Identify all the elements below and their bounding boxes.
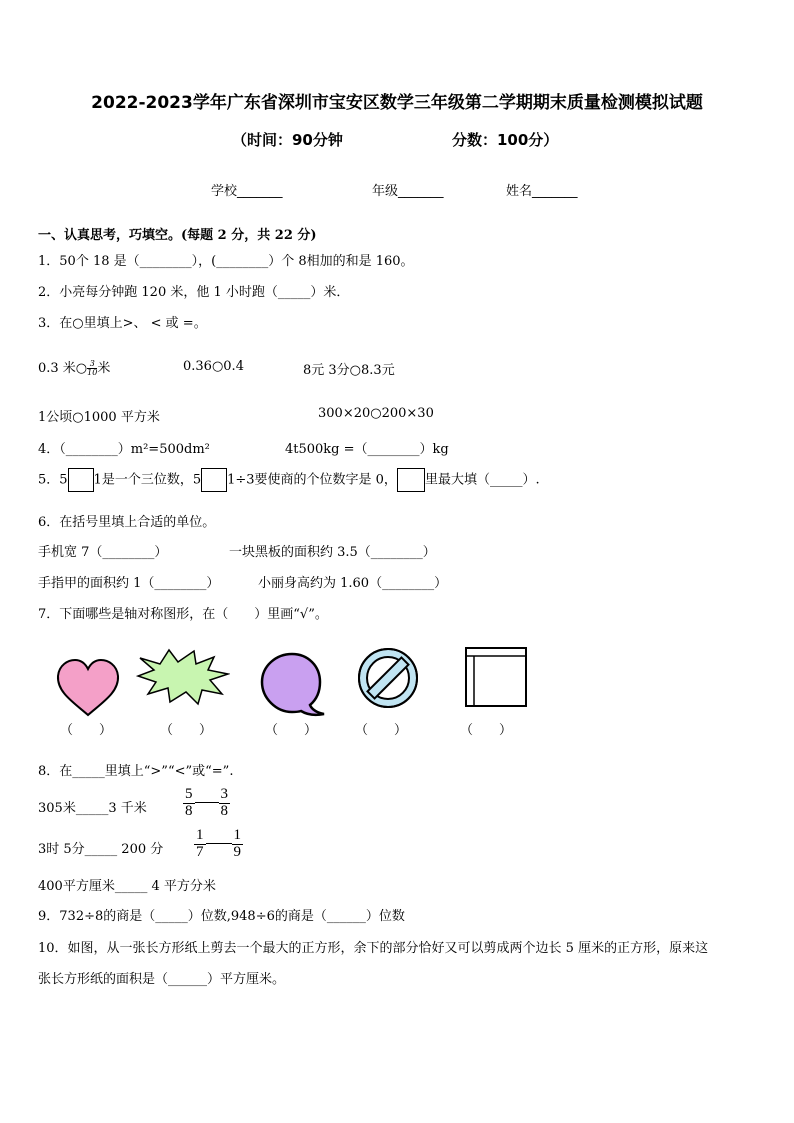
- fraction-numerator: 1: [196, 827, 204, 843]
- question-8d: [194, 827, 243, 860]
- answer-box: [68, 468, 94, 492]
- question-10-line1: 10．如图，从一张长方形纸上剪去一个最大的正方形，余下的部分恰好又可以剪成两个边长 5 厘米的正方形，原来这: [38, 941, 709, 956]
- question-2: 2．小亮每分钟跑 120 米，他 1 小时跑（_____）米．: [38, 285, 350, 300]
- question-3: 3．在○里填上>、 < 或 =。: [38, 316, 207, 331]
- question-10-line2: 张长方形纸的面积是（______）平方厘米。: [38, 972, 286, 987]
- fraction-denominator: 8: [185, 803, 193, 819]
- q3a-suffix: 米: [97, 361, 111, 376]
- question-8: 8．在_____里填上“>”“<”或“=”.: [38, 764, 234, 779]
- question-1: 1．50个 18 是（________），(________）个 8相加的和是 160。: [38, 254, 414, 269]
- page-title: 2022-2023学年广东省深圳市宝安区数学三年级第二学期期末质量检测模拟试题: [91, 93, 703, 113]
- fraction-numerator: 5: [185, 786, 193, 802]
- name-field: 姓名_______: [506, 184, 578, 199]
- fraction-numerator: 3: [87, 360, 97, 369]
- question-9: 9．732÷8的商是（_____）位数,948÷6的商是（______）位数: [38, 909, 405, 924]
- grade-field: 年级_______: [372, 184, 444, 199]
- blank-line: [195, 802, 219, 803]
- question-4a: 4．（________）m²=500dm²: [38, 442, 210, 457]
- blank-line: [206, 843, 232, 844]
- square-frame-shape: [462, 645, 530, 709]
- answer-box: [201, 468, 227, 492]
- exam-time: （时间：90分钟: [232, 131, 343, 149]
- question-6: 6．在括号里填上合适的单位。: [38, 515, 216, 530]
- question-8b: [183, 786, 230, 819]
- question-3c: 8元 3分○8.3元: [303, 363, 395, 378]
- answer-paren: （ ）: [460, 723, 513, 738]
- q5-part3: 1÷3要使商的个位数字是 0，: [227, 472, 397, 488]
- answer-paren: （ ）: [60, 723, 113, 738]
- answer-box: [397, 468, 425, 492]
- answer-paren: （ ）: [160, 723, 213, 738]
- fraction: [219, 786, 231, 819]
- question-3d: 1公顷○1000 平方米: [38, 410, 160, 425]
- fraction-denominator: 10: [87, 368, 98, 377]
- question-8e: 400平方厘米_____ 4 平方分米: [38, 879, 216, 894]
- q5-part2: 1是一个三位数，5: [93, 472, 202, 488]
- question-6a: 手机宽 7（________）: [38, 545, 168, 560]
- fraction-denominator: 8: [220, 803, 228, 819]
- fraction-denominator: 9: [233, 844, 241, 860]
- q5-part4: 里最大填（_____）.: [424, 472, 540, 488]
- no-sign-shape: [355, 645, 421, 711]
- fraction-numerator: 3: [220, 786, 228, 802]
- question-3a: [38, 357, 110, 377]
- exam-score: 分数：100分）: [452, 131, 559, 149]
- question-3b: 0.36○0.4: [183, 359, 244, 374]
- question-7: 7．下面哪些是轴对称图形，在（ ）里画“√”。: [38, 607, 328, 622]
- star-burst-shape: [136, 648, 230, 706]
- speech-bubble-shape: [258, 650, 328, 718]
- q5-part1: 5．5: [38, 472, 68, 488]
- heart-shape: [55, 658, 121, 718]
- question-4b: 4t500kg =（________）kg: [285, 442, 449, 457]
- fraction: [87, 360, 97, 377]
- school-field: 学校_______: [211, 184, 283, 199]
- question-8a: 305米_____3 千米: [38, 801, 147, 816]
- answer-paren: （ ）: [355, 723, 408, 738]
- question-8c: 3时 5分_____ 200 分: [38, 842, 164, 857]
- fraction-denominator: 7: [196, 844, 204, 860]
- question-6c: 手指甲的面积约 1（________）: [38, 576, 220, 591]
- fraction-numerator: 1: [233, 827, 241, 843]
- question-5: [38, 468, 540, 492]
- question-6b: 一块黑板的面积约 3.5（________）: [229, 545, 436, 560]
- fraction: [183, 786, 195, 819]
- question-3e: 300×20○200×30: [318, 406, 434, 421]
- fraction: [232, 827, 244, 860]
- answer-paren: （ ）: [265, 723, 318, 738]
- fraction: [194, 827, 206, 860]
- section-heading: 一、认真思考，巧填空。(每题 2 分，共 22 分): [38, 228, 317, 243]
- q3a-prefix: 0.3 米○: [38, 361, 88, 376]
- question-6d: 小丽身高约为 1.60（________）: [258, 576, 448, 591]
